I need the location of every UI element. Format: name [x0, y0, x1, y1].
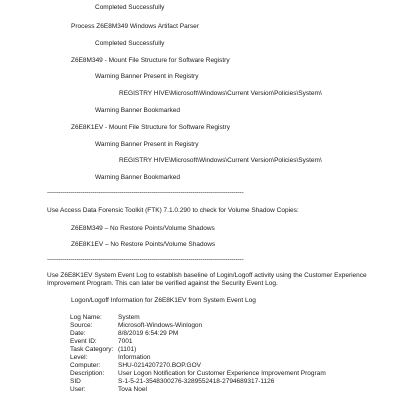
logon-logoff-heading: Logon/Logoff Information for Z6E8K1EV from System Event Log [71, 297, 256, 304]
mount-heading-m349: Z6E8M349 - Mount File Structure for Software Registry [71, 57, 230, 64]
separator-line-2: ---------------------------------------------------------------------------------------------------- [47, 256, 244, 263]
event-log-label: Task Category: [70, 346, 114, 353]
event-log-label: Event ID: [70, 338, 97, 345]
event-log-value: (1101) [118, 346, 137, 353]
no-restore-points-m349: Z6E8M349 – No Restore Points/Volume Shadows [71, 225, 215, 232]
event-log-label: Date: [70, 330, 86, 337]
registry-path-1: REGISTRY HIVE\Microsoft\Windows\Current Version\Policies\System\ [119, 90, 322, 97]
status-completed-2: Completed Successfully [95, 40, 165, 47]
event-log-value: 8/8/2019 6:54:29 PM [118, 330, 179, 337]
mount-heading-k1ev: Z6E8K1EV - Mount File Structure for Software Registry [71, 124, 230, 131]
event-log-value: User Logon Notification for Customer Experience Improvement Program [118, 370, 326, 377]
event-log-value: Microsoft-Windows-Winlogon [118, 322, 203, 329]
event-log-value: 7001 [118, 338, 133, 345]
event-log-label: Level: [70, 354, 88, 361]
event-log-value: S-1-5-21-3548300276-3289552418-2794689317-1126 [118, 378, 275, 385]
no-restore-points-k1ev: Z6E8K1EV – No Restore Points/Volume Shadows [71, 241, 216, 248]
event-log-value: Tova Noel [118, 386, 147, 393]
event-log-label: User: [70, 386, 86, 393]
warning-banner-bookmarked-2: Warning Banner Bookmarked [95, 174, 181, 181]
event-log-label: SID [70, 378, 81, 385]
warning-banner-bookmarked-1: Warning Banner Bookmarked [95, 107, 181, 114]
status-completed-1: Completed Successfully [95, 4, 165, 11]
registry-path-2: REGISTRY HIVE\Microsoft\Windows\Current Version\Policies\System\ [119, 157, 322, 164]
event-log-value: Information [118, 354, 151, 361]
event-log-label: Description: [70, 370, 105, 377]
warning-banner-present-1: Warning Banner Present in Registry [95, 73, 199, 80]
event-log-label: Computer: [70, 362, 101, 369]
ftk-check-intro: Use Access Data Forensic Toolkit (FTK) 7.1.0.290 to check for Volume Shadow Copies: [47, 207, 299, 214]
warning-banner-present-2: Warning Banner Present in Registry [95, 141, 199, 148]
baseline-paragraph: Use Z6E8K1EV System Event Log to establish baseline of Login/Logoff activity using the Customer Experience Improvement Program. This can later be verified against the Security Event Log. [47, 272, 367, 287]
separator-line-1: ---------------------------------------------------------------------------------------------------- [47, 189, 244, 196]
event-log-label: Source: [70, 322, 93, 329]
process-artifact-parser: Process Z6E8M349 Windows Artifact Parser [71, 23, 199, 30]
event-log-value: System [118, 314, 140, 321]
event-log-label: Log Name: [70, 314, 102, 321]
event-log-value: SHU-0214207270.BOP.GOV [118, 362, 201, 369]
